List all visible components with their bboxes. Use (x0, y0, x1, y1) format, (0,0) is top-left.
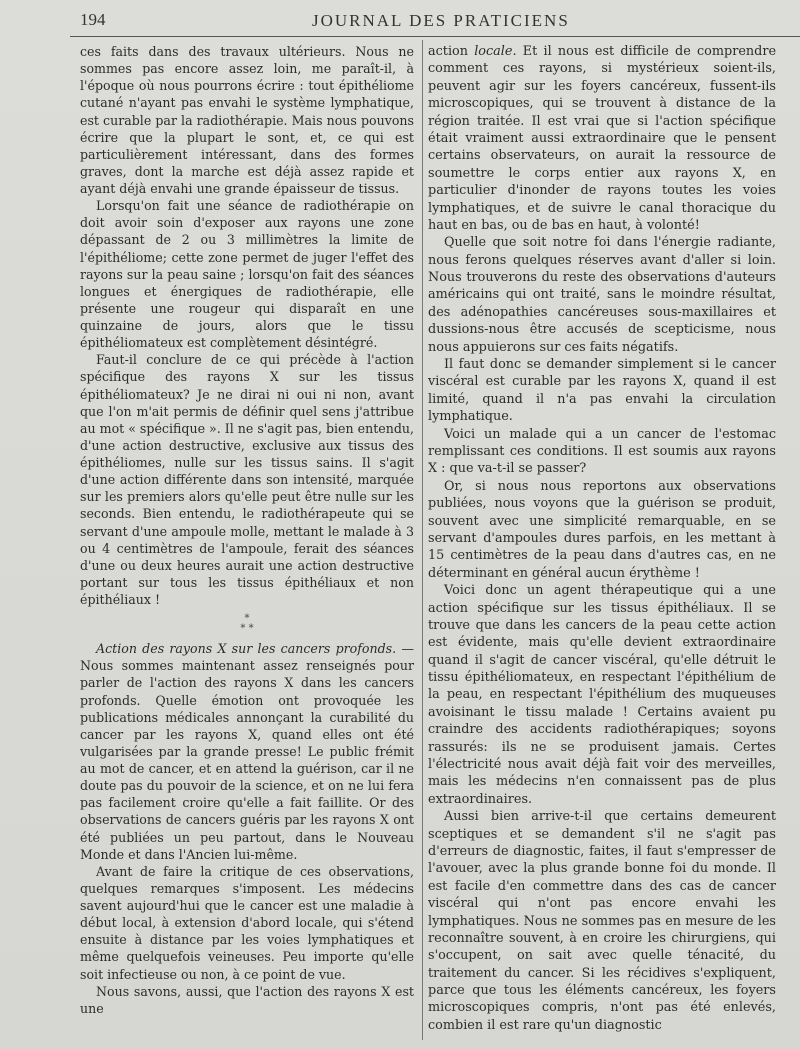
column-divider (422, 40, 423, 1040)
left-paragraph-5: Avant de faire la critique de ces observations, quelques remarques s'imposent. Les médecins savent aujourd'hui que le cancer est une maladie à début local, à extension d'abord locale, qui s'étend ensuite à distance par les voies lymphatiques et même quelquefois veineuses. Peu importe qu'elle soit infectieuse ou non, à ce point de vue. (80, 863, 414, 982)
right-paragraph-2: Quelle que soit notre foi dans l'énergie radiante, nous ferons quelques réserves avant d'aller si loin. Nous trouverons du reste des observations d'auteurs américains qui ont traité, sans le moindre résultat, des adénopathies cancéreuses sous-maxillaires et dussions-nous être accusés de scepticisme, nous nous appuierons sur ces faits négatifs. (428, 235, 776, 355)
journal-title: JOURNAL DES PRATICIENS (312, 11, 570, 30)
left-paragraph-4 (80, 640, 414, 863)
page-number: 194 (80, 10, 106, 29)
right-paragraph-4: Voici un malade qui a un cancer de l'estomac remplissant ces conditions. Il est soumis aux rayons X : que va-t-il se passer? (428, 426, 776, 477)
section-title: Action des rayons X sur les cancers profonds. (96, 641, 397, 657)
left-column (80, 43, 414, 1043)
right-column (428, 43, 776, 1043)
right-paragraph-1-text: . Et il nous est difficile de comprendre comment ces rayons, si mystérieux soient-ils, peuvent agir sur les foyers cancéreux, fussent-ils microscopiques, qui se trouvent à distance de la région traitée. Il est vrai que si l'action spécifique était vraiment aussi extraordinaire que le pensent certains observateurs, on aurait la ressource de soumettre le corps entier aux rayons X, en particulier d'inonder de rayons toutes les voies lymphatiques, et de suivre le canal thoracique du haut en bas, ou de bas en haut, à volonté! (428, 44, 777, 233)
header-rule (70, 36, 800, 37)
right-paragraph-1-italic: locale (474, 44, 513, 59)
asterism-bottom: * * (240, 623, 254, 635)
left-paragraph-2: Lorsqu'on fait une séance de radiothérapie on doit avoir soin d'exposer aux rayons une zone dépassant de 2 ou 3 millimètres la limite de l'épithéliome; cette zone permet de juger l'effet des rayons sur la peau saine ; lorsqu'on fait des séances longues et énergiques de radiothérapie, elle présente une rougeur qui disparaît en une quinzaine de jours, alors que le tissu épithéliomateux est complètement désintégré. (80, 198, 414, 351)
left-paragraph-1: ces faits dans des travaux ultérieurs. Nous ne sommes pas encore assez loin, me paraît-il, à l'époque où nous pourrons écrire : tout épithéliome cutané n'ayant pas envahi le système lymphatique, est curable par la radiothérapie. Mais nous pouvons écrire que la plupart le sont, et, ce qui est particulièrement intéressant, dans des formes graves, dont la marche est déjà assez rapide et ayant déjà envahi une grande épaisseur de tissus. (80, 44, 414, 196)
right-paragraph-1 (428, 43, 776, 234)
asterism (80, 614, 414, 634)
right-paragraph-5: Or, si nous nous reportons aux observations publiées, nous voyons que la guérison se produit, souvent avec une simplicité remarquable, en se servant d'ampoules dures parfois, en les mettant à 15 centimètres de la peau dans d'autres cas, en ne déterminant en général aucun érythème ! (428, 478, 776, 581)
left-paragraph-3: Faut-il conclure de ce qui précède à l'action spécifique des rayons X sur les tissus épithéliomateux? Je ne dirai ni oui ni non, avant que l'on m'ait permis de définir quel sens j'attribue au mot « spécifique ». Il ne s'agit pas, bien entendu, d'une action destructive, exclusive aux tissus des épithéliomes, nulle sur les tissus sains. Il s'agit d'une action différente dans son intensité, marquée sur les premiers alors qu'elle peut être nulle sur les seconds. Bien entendu, le radiothérapeute qui se servant d'une ampoule molle, mettant le malade à 3 ou 4 centimètres de l'ampoule, ferait des séances d'une ou deux heures aurait une action destructive portant sur tous les tissus épithéliaux et non épithéliaux ! (80, 352, 414, 607)
right-paragraph-6: Voici donc un agent thérapeutique qui a une action spécifique sur les tissus épithéliaux. Il se trouve que dans les cancers de la peau cette action est évidente, mais qu'elle devient extraordinaire quand il s'agit de cancer viscéral, qu'elle détruit le tissu épithéliomateux, en respectant l'épithélium de la peau, en respectant l'épithélium des muqueuses avoisinant le tissu malade ! Certains avaient pu craindre des accidents radiothérapiques; soyons rassurés: ils ne se produisent jamais. Certes l'électricité nous avait déjà fait voir des merveilles, mais les médecins n'en connaissent pas de plus extraordinaires. (428, 583, 776, 807)
right-paragraph-1-lead: action (428, 44, 475, 59)
asterism-top: * (244, 613, 250, 625)
right-paragraph-3: Il faut donc se demander simplement si le cancer viscéral est curable par les rayons X, quand il est limité, quand il n'a pas envahi la circulation lymphatique. (428, 357, 776, 425)
left-paragraph-4-text: — Nous sommes maintenant assez renseignés pour parler de l'action des rayons X dans les cancers profonds. Quelle émotion ont provoquée les publications médicales annonçant la curabilité du cancer par les rayons X, quand elles ont été vulgarisées par la grande presse! Le public frémit au mot de cancer, et en attend la guérison, car il ne doute pas du pouvoir de la science, et on ne lui fera pas facilement croire qu'elle a fait faillite. Or des observations de cancers guéris par les rayons X ont été publiées un peu partout, dans le Nouveau Monde et dans l'Ancien lui-même. (80, 641, 414, 862)
right-paragraph-7: Aussi bien arrive-t-il que certains demeurent sceptiques et se demandent s'il ne s'agit pas d'erreurs de diagnostic, faites, il faut s'empresser de l'avouer, avec la plus grande bonne foi du monde. Il est facile d'en commettre dans des cas de cancer viscéral qui n'ont pas encore envahi les lymphatiques. Nous ne sommes pas en mesure de les reconnaître souvent, à en croire les chirurgiens, qui s'occupent, on sait avec quelle ténacité, du traitement du cancer. Si les récidives s'expliquent, parce que tous les éléments cancéreux, les foyers microscopiques compris, n'ont pas été enlevés, combien il est rare qu'un diagnostic (428, 809, 776, 1033)
page-header (62, 10, 800, 34)
left-paragraph-6: Nous savons, aussi, que l'action des rayons X est une (80, 983, 414, 1016)
